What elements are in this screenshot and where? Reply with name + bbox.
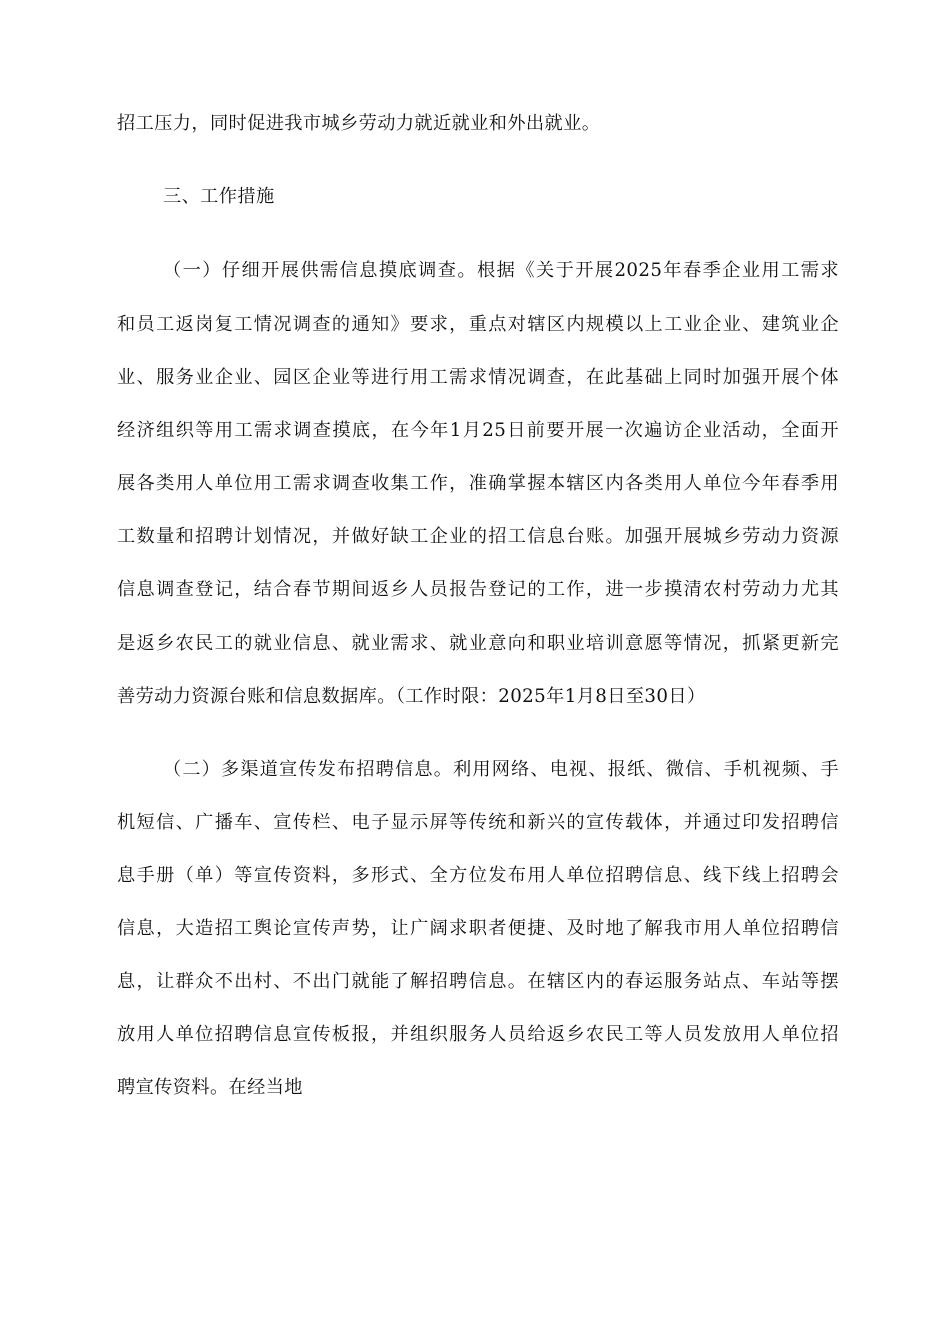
text-line: 展各类用人单位用工需求调查收集工作，准确掌握本辖区内各类用人单位今年春季用: [117, 473, 839, 494]
text-line: 善劳动力资源台账和信息数据库。（工作时限：2025年1月8日至30日）: [117, 686, 706, 707]
section-heading: 三、工作措施: [163, 186, 275, 207]
text-line: 息手册（单）等宣传资料，多形式、全方位发布用人单位招聘信息、线下线上招聘会: [117, 865, 839, 886]
text-line: 信息，大造招工舆论宣传声势，让广阔求职者便捷、及时地了解我市用人单位招聘信: [117, 918, 839, 939]
text-line: 招工压力，同时促进我市城乡劳动力就近就业和外出就业。: [117, 113, 601, 134]
text-line: 工数量和招聘计划情况，并做好缺工企业的招工信息台账。加强开展城乡劳动力资源: [117, 526, 839, 547]
text-line: 聘宣传资料。在经当地: [117, 1077, 303, 1098]
text-line: （一）仔细开展供需信息摸底调查。根据《关于开展2025年春季企业用工需求: [163, 260, 839, 281]
text-line: 放用人单位招聘信息宣传板报，并组织服务人员给返乡农民工等人员发放用人单位招: [117, 1024, 839, 1045]
text-line: 和员工返岗复工情况调查的通知》要求，重点对辖区内规模以上工业企业、建筑业企: [117, 314, 839, 335]
text-line: 息，让群众不出村、不出门就能了解招聘信息。在辖区内的春运服务站点、车站等摆: [117, 971, 839, 992]
text-line: 业、服务业企业、园区企业等进行用工需求情况调查，在此基础上同时加强开展个体: [117, 367, 839, 388]
text-line: 是返乡农民工的就业信息、就业需求、就业意向和职业培训意愿等情况，抓紧更新完: [117, 633, 839, 654]
text-line: 信息调查登记，结合春节期间返乡人员报告登记的工作，进一步摸清农村劳动力尤其: [117, 579, 839, 600]
text-line: （二）多渠道宣传发布招聘信息。利用网络、电视、报纸、微信、手机视频、手: [163, 759, 839, 780]
text-line: 经济组织等用工需求调查摸底，在今年1月25日前要开展一次遍访企业活动，全面开: [117, 420, 839, 441]
text-line: 机短信、广播车、宣传栏、电子显示屏等传统和新兴的宣传载体，并通过印发招聘信: [117, 812, 839, 833]
